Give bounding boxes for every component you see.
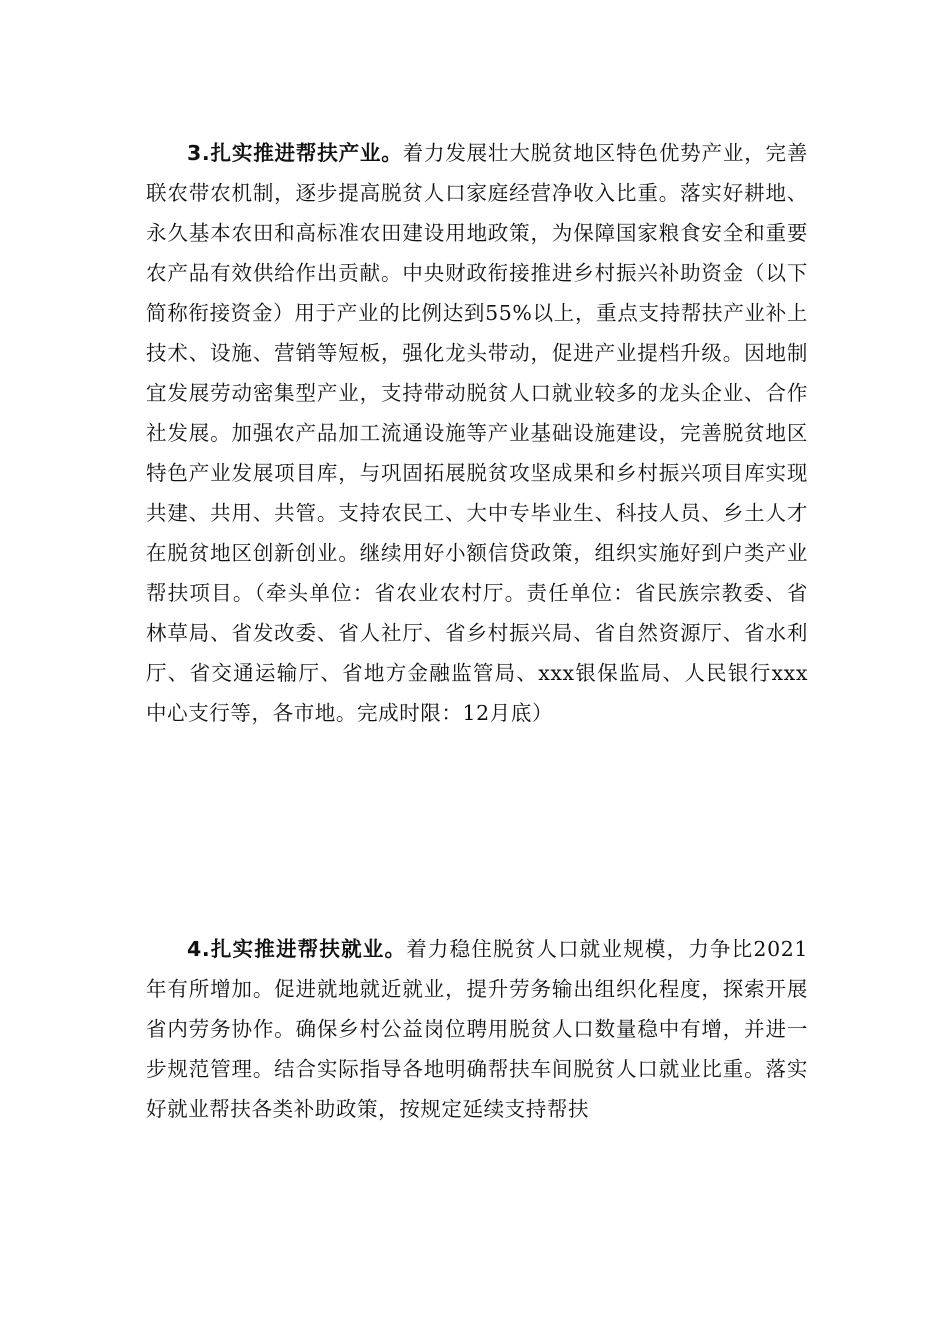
paragraph-industry-support bbox=[146, 133, 808, 733]
paragraph-heading: 3.扎实推进帮扶产业。 bbox=[187, 141, 403, 165]
paragraph-body: 着力稳住脱贫人口就业规模，力争比2021年有所增加。促进就地就近就业，提升劳务输出组织化程度，探索开展省内劳务协作。确保乡村公益岗位聘用脱贫人口数量稳中有增，并进一步规范管理。结合实际指导各地明确帮扶车间脱贫人口就业比重。落实好就业帮扶各类补助政策，按规定延续支持帮扶 bbox=[146, 937, 809, 1121]
paragraph-body: 着力发展壮大脱贫地区特色优势产业，完善联农带农机制，逐步提高脱贫人口家庭经营净收入比重。落实好耕地、永久基本农田和高标准农田建设用地政策，为保障国家粮食安全和重要农产品有效供给作出贡献。中央财政衔接推进乡村振兴补助资金（以下简称衔接资金）用于产业的比例达到55%以上，重点支持帮扶产业补上技术、设施、营销等短板，强化龙头带动，促进产业提档升级。因地制宜发展劳动密集型产业，支持带动脱贫人口就业较多的龙头企业、合作社发展。加强农产品加工流通设施等产业基础设施建设，完善脱贫地区特色产业发展项目库，与巩固拓展脱贫攻坚成果和乡村振兴项目库实现共建、共用、共管。支持农民工、大中专毕业生、科技人员、乡土人才在脱贫地区创新创业。继续用好小额信贷政策，组织实施好到户类产业帮扶项目。（牵头单位：省农业农村厅。责任单位：省民族宗教委、省林草局、省发改委、省人社厅、省乡村振兴局、省自然资源厅、省水利厅、省交通运输厅、省地方金融监管局、xxx银保监局、人民银行xxx中心支行等，各市地。完成时限：12月底） bbox=[146, 141, 808, 725]
paragraph-employment-support bbox=[146, 929, 808, 1129]
paragraph-heading: 4.扎实推进帮扶就业。 bbox=[187, 937, 407, 961]
